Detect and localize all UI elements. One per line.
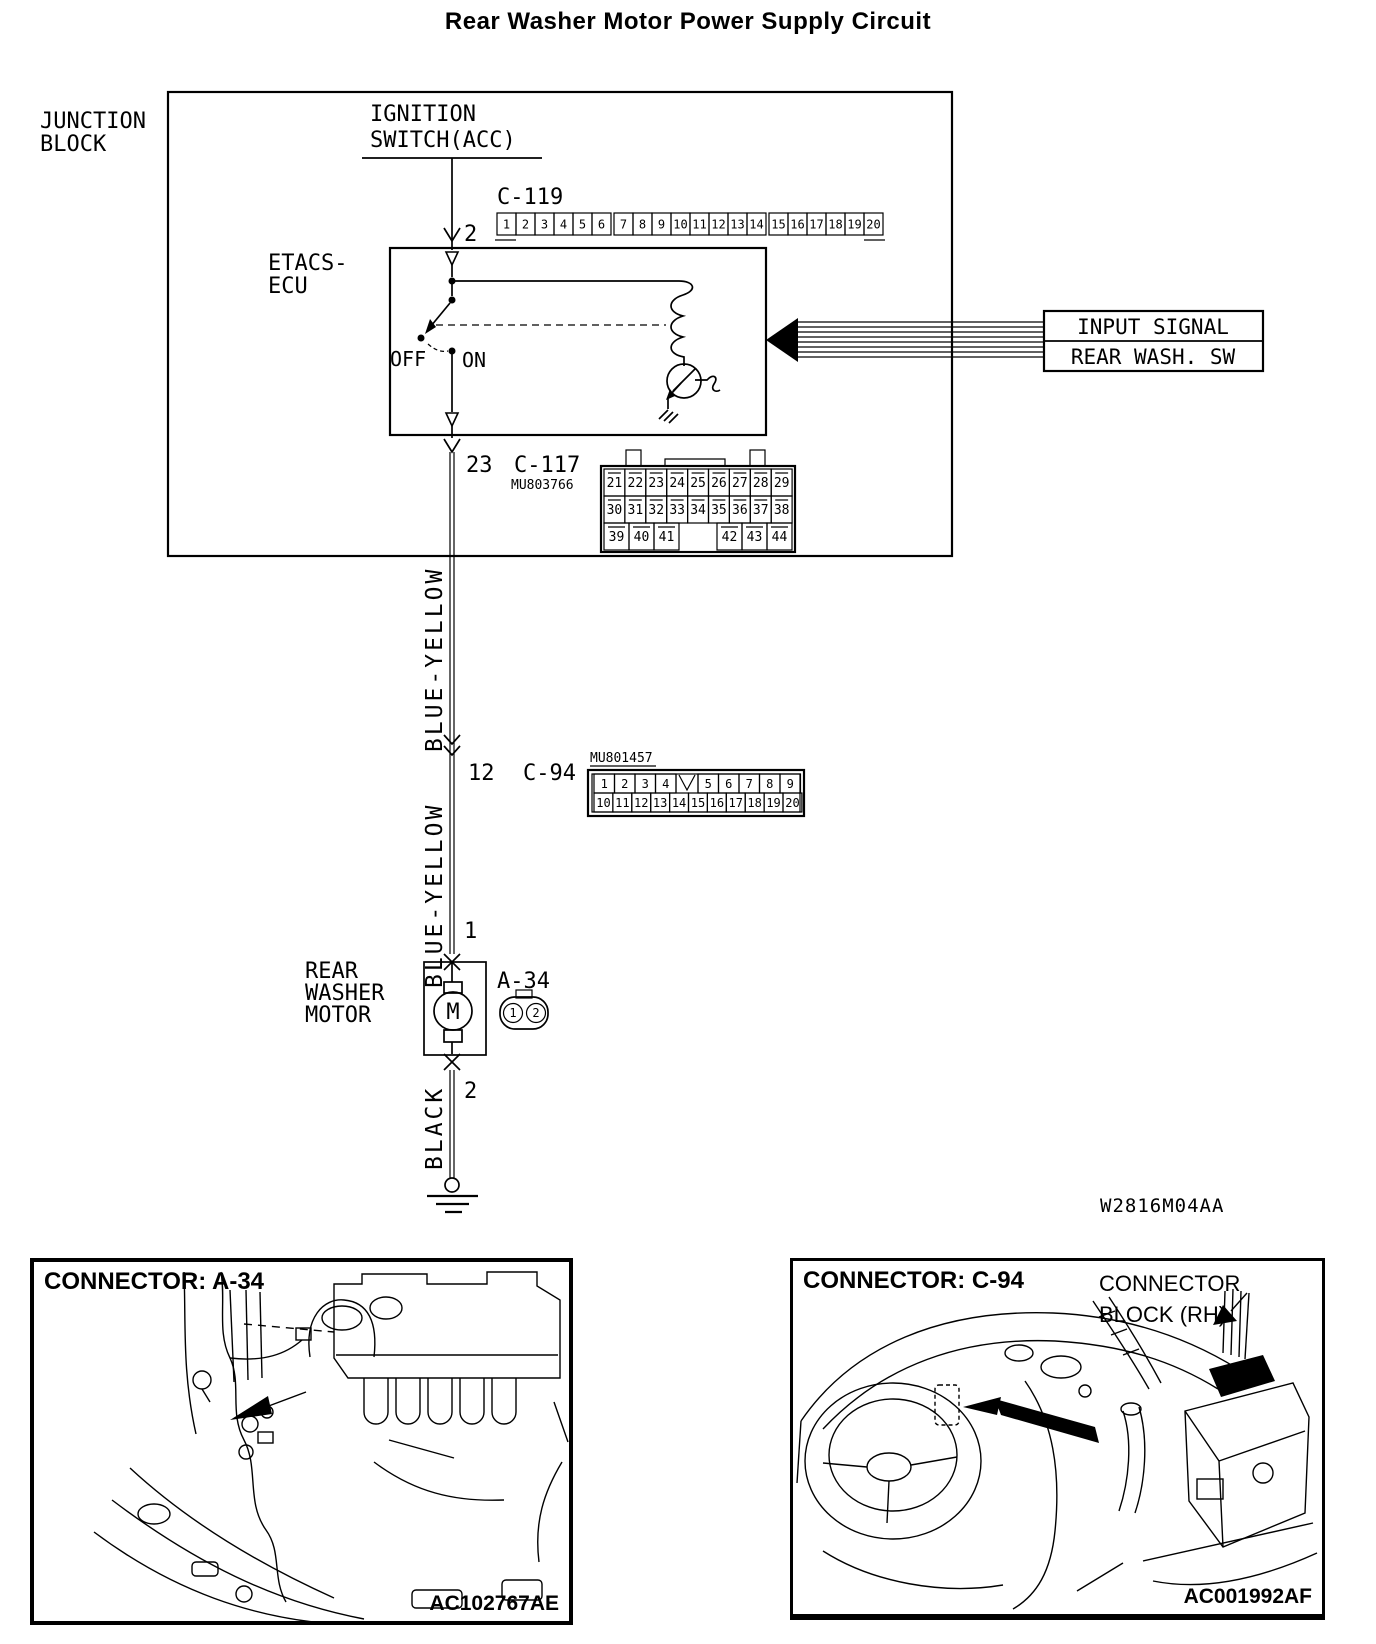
- a34-plug-icon: [500, 997, 548, 1029]
- pin-number: 25: [690, 476, 706, 492]
- pin-number: 28: [752, 476, 769, 492]
- input-signal-line1: INPUT SIGNAL: [1077, 315, 1229, 339]
- pin-number: 19: [766, 795, 781, 810]
- pin-number: 3: [641, 776, 649, 791]
- terminal-out-icon: [446, 413, 458, 426]
- pin-number: 36: [732, 503, 748, 519]
- connector-block-note: [1099, 1269, 1240, 1331]
- pin-number: 32: [648, 503, 665, 519]
- pin-number: 34: [690, 503, 706, 519]
- c117-name: C-117: [514, 453, 581, 478]
- pin-number: 30: [606, 503, 623, 519]
- pin-number: 5: [578, 217, 587, 232]
- etacs-label-1: ETACS-: [268, 251, 348, 276]
- pin-number: 6: [725, 776, 733, 791]
- footer-right-code: AC001992AF: [1183, 1585, 1312, 1608]
- pin-number: 41: [658, 530, 675, 546]
- pin-number: 4: [662, 776, 670, 791]
- off-contact-dot: [418, 335, 425, 342]
- dashboard-sketch: [793, 1261, 1322, 1614]
- pin-number: 14: [749, 217, 764, 232]
- etacs-outline: [390, 248, 766, 435]
- pin-number: 43: [746, 530, 763, 546]
- etacs-label-2: ECU: [268, 274, 308, 299]
- pin-number: 12: [711, 217, 726, 232]
- pin-number: 2: [521, 217, 530, 232]
- pin-number: 42: [721, 530, 738, 546]
- ignition-label-2: SWITCH(ACC): [370, 128, 516, 153]
- pin-number: 13: [652, 795, 668, 810]
- pin-number: 18: [747, 795, 762, 810]
- switch-throw-arc: [428, 344, 448, 351]
- pin-number: 35: [711, 503, 727, 519]
- pin-number: 22: [627, 476, 644, 492]
- c117-tab: [626, 450, 641, 466]
- arrow-down-icon: [444, 439, 460, 452]
- pin-number: 7: [745, 776, 753, 791]
- pin-number: 3: [540, 217, 549, 232]
- junction-block-label-1: JUNCTION: [40, 109, 146, 134]
- junction-block-label-2: BLOCK: [40, 132, 107, 157]
- c119-name: C-119: [497, 185, 564, 210]
- signal-arrowhead-icon: [766, 318, 798, 362]
- c94-location-marker: [935, 1385, 959, 1425]
- main-wire: [422, 426, 495, 1212]
- pin-number: 14: [671, 795, 687, 810]
- pin-number: 9: [786, 776, 794, 791]
- c94-keyway-icon: [679, 775, 695, 790]
- connector-block-note-line1: CONNECTOR: [1099, 1271, 1241, 1296]
- motor-label-1: REAR: [305, 959, 358, 984]
- pin-number: 16: [790, 217, 805, 232]
- pin-number: 31: [627, 503, 644, 519]
- pin-number: 1: [600, 776, 608, 791]
- pin-number: 8: [766, 776, 774, 791]
- c117-tab: [750, 450, 765, 466]
- ignition-label-1: IGNITION: [370, 102, 476, 127]
- pin-number: 17: [809, 217, 824, 232]
- pin-number: 27: [732, 476, 748, 492]
- pin-number: 37: [752, 503, 769, 519]
- dashboard-lines: [797, 1289, 1317, 1609]
- pin-number: 29: [773, 476, 790, 492]
- contact-dot: [449, 297, 456, 304]
- connector-a34-location-box: [30, 1258, 573, 1625]
- connector-block-note-line2: BLOCK (RH): [1099, 1301, 1227, 1327]
- terminal-in-icon: [446, 252, 458, 265]
- pin-number: 17: [728, 795, 743, 810]
- pin-number: 2: [621, 776, 629, 791]
- pin-number: 19: [847, 217, 862, 232]
- wire-color-label: BLACK: [422, 1085, 448, 1170]
- footer-left-header: CONNECTOR: A-34: [44, 1268, 265, 1295]
- pin-number: 11: [692, 217, 707, 232]
- pin-number: 16: [709, 795, 725, 810]
- connector-c117: [466, 450, 795, 552]
- input-signal-line2: REAR WASH. SW: [1070, 345, 1236, 369]
- connector-c94-location-box: [790, 1258, 1325, 1620]
- pin-number: 7: [619, 217, 628, 232]
- off-label: OFF: [390, 347, 427, 371]
- pin-number: 38: [773, 503, 790, 519]
- pin-number: 40: [633, 530, 650, 546]
- engine-bay-sketch: [34, 1262, 569, 1621]
- pin-number: 15: [771, 217, 786, 232]
- pin-number: 26: [711, 476, 727, 492]
- c94-part-no: MU801457: [590, 751, 653, 766]
- pin-number: 39: [608, 530, 625, 546]
- pin-2-lower-label: 2: [464, 1079, 478, 1104]
- ground-terminal-icon: [445, 1178, 459, 1192]
- pin-number: 24: [669, 476, 685, 492]
- page-title: Rear Washer Motor Power Supply Circuit: [444, 8, 932, 35]
- wire-color-label: BLUE-YELLOW: [422, 566, 448, 752]
- pin-number: 12: [634, 795, 649, 810]
- on-label: ON: [462, 348, 487, 372]
- relay-coil-icon: [452, 281, 692, 366]
- wire-color-label: BLUE-YELLOW: [422, 802, 448, 988]
- pin-2-label: 2: [464, 222, 478, 247]
- motor-symbol-letter: M: [446, 1000, 460, 1025]
- pin-number: 11: [615, 795, 630, 810]
- pin-number: 10: [673, 217, 688, 232]
- engine-bay-lines: [94, 1272, 568, 1621]
- pin-number: 44: [771, 530, 788, 546]
- pin-number: 10: [596, 795, 611, 810]
- c117-part-no: MU803766: [511, 478, 574, 493]
- motor-brush: [444, 1030, 462, 1042]
- junction-block: [40, 92, 952, 556]
- pin-number: 13: [730, 217, 745, 232]
- pin-number: 20: [785, 795, 800, 810]
- etacs-ecu: [268, 248, 766, 435]
- c94-name: C-94: [523, 761, 576, 786]
- footer-left-code: AC102767AE: [429, 1592, 559, 1615]
- pin-number: 9: [657, 217, 666, 232]
- pin-12-label: 12: [468, 761, 495, 786]
- pin-23-label: 23: [466, 453, 493, 478]
- motor-label-3: MOTOR: [305, 1003, 372, 1028]
- pin-number: 33: [669, 503, 685, 519]
- footer-right-header: CONNECTOR: C-94: [803, 1267, 1024, 1294]
- a34-name: A-34: [497, 969, 550, 994]
- pin-number: 4: [559, 217, 568, 232]
- pin-number: 6: [597, 217, 606, 232]
- on-contact-dot: [449, 348, 456, 355]
- pin-number: 1: [502, 217, 511, 232]
- pin-number: 23: [648, 476, 665, 492]
- pin-number: 8: [638, 217, 647, 232]
- pin-number: 18: [828, 217, 843, 232]
- pin-number: 21: [606, 476, 623, 492]
- relay-arm: [431, 303, 450, 326]
- a34-plug-pin-2: 2: [532, 1006, 540, 1020]
- input-signal-callout: [766, 311, 1263, 371]
- ignition-switch: [362, 102, 542, 250]
- pin-number: 5: [704, 776, 712, 791]
- diagram-code: W2816M04AA: [1100, 1195, 1225, 1217]
- pin-1-label: 1: [464, 919, 478, 944]
- a34-plug-pin-1: 1: [509, 1006, 517, 1020]
- pin-number: 20: [866, 217, 881, 232]
- motor-label-2: WASHER: [305, 981, 385, 1006]
- pin-number: 15: [690, 795, 706, 810]
